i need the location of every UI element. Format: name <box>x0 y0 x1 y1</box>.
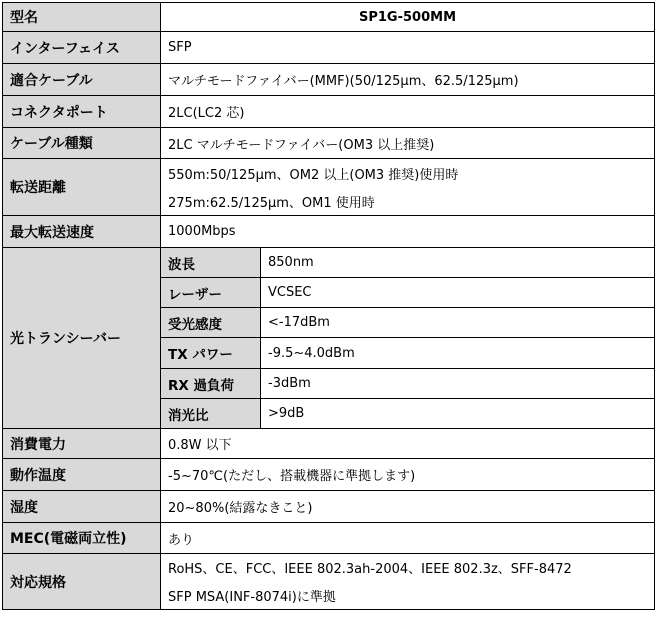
connector-port-value: 2LC(LC2 芯) <box>161 96 655 128</box>
distance-line-1: 550m:50/125μm、OM2 以上(OM3 推奨)使用時 <box>168 167 459 183</box>
distance-label: 転送距離 <box>3 159 161 216</box>
table-row-interface <box>3 32 655 64</box>
table-row-compatible-cable <box>3 64 655 96</box>
extinction-ratio-value: >9dB <box>261 399 655 429</box>
power-label: 消費電力 <box>3 429 161 459</box>
interface-value: SFP <box>161 32 655 64</box>
tx-power-value: -9.5~4.0dBm <box>261 338 655 369</box>
max-speed-value: 1000Mbps <box>161 216 655 248</box>
max-speed-label: 最大転送速度 <box>3 216 161 248</box>
table-row-connector-port <box>3 96 655 128</box>
tx-power-label: TX パワー <box>161 338 261 369</box>
table-row-power <box>3 429 655 459</box>
table-row-humidity <box>3 491 655 523</box>
connector-port-label: コネクタポート <box>3 96 161 128</box>
spec-table <box>2 2 655 610</box>
operating-temp-label: 動作温度 <box>3 459 161 491</box>
table-row-operating-temp <box>3 459 655 491</box>
table-row-model <box>3 3 655 32</box>
cable-type-value: 2LC マルチモードファイバー(OM3 以上推奨) <box>161 128 655 159</box>
transceiver-label: 光トランシーバー <box>3 248 161 429</box>
rx-overload-value: -3dBm <box>261 369 655 399</box>
wavelength-label: 波長 <box>161 248 261 278</box>
laser-value: VCSEC <box>261 278 655 308</box>
model-value: SP1G-500MM <box>161 3 655 32</box>
standards-value <box>161 554 655 610</box>
table-row-standards <box>3 554 655 610</box>
table-row-max-speed <box>3 216 655 248</box>
table-row-distance <box>3 159 655 216</box>
humidity-value: 20~80%(結露なきこと) <box>161 491 655 523</box>
cable-type-label: ケーブル種類 <box>3 128 161 159</box>
compatible-cable-label: 適合ケーブル <box>3 64 161 96</box>
table-row-mec <box>3 523 655 554</box>
table-row-transceiver <box>3 248 655 278</box>
wavelength-value: 850nm <box>261 248 655 278</box>
standards-line-1: RoHS、CE、FCC、IEEE 802.3ah-2004、IEEE 802.3z、SFF-8472 <box>168 562 572 577</box>
interface-label: インターフェイス <box>3 32 161 64</box>
sensitivity-value: <-17dBm <box>261 308 655 338</box>
laser-label: レーザー <box>161 278 261 308</box>
operating-temp-value: -5~70℃(ただし、搭載機器に準拠します) <box>161 459 655 491</box>
rx-overload-label: RX 過負荷 <box>161 369 261 399</box>
distance-value <box>161 159 655 216</box>
model-label: 型名 <box>3 3 161 32</box>
distance-line-2: 275m:62.5/125μm、OM1 使用時 <box>168 195 375 211</box>
compatible-cable-value: マルチモードファイバー(MMF)(50/125μm、62.5/125μm) <box>161 64 655 96</box>
standards-line-2: SFP MSA(INF-8074i)に準拠 <box>168 590 336 605</box>
table-row-cable-type <box>3 128 655 159</box>
mec-value: あり <box>161 523 655 554</box>
humidity-label: 湿度 <box>3 491 161 523</box>
mec-label: MEC(電磁両立性) <box>3 523 161 554</box>
sensitivity-label: 受光感度 <box>161 308 261 338</box>
extinction-ratio-label: 消光比 <box>161 399 261 429</box>
power-value: 0.8W 以下 <box>161 429 655 459</box>
standards-label: 対応規格 <box>3 554 161 610</box>
